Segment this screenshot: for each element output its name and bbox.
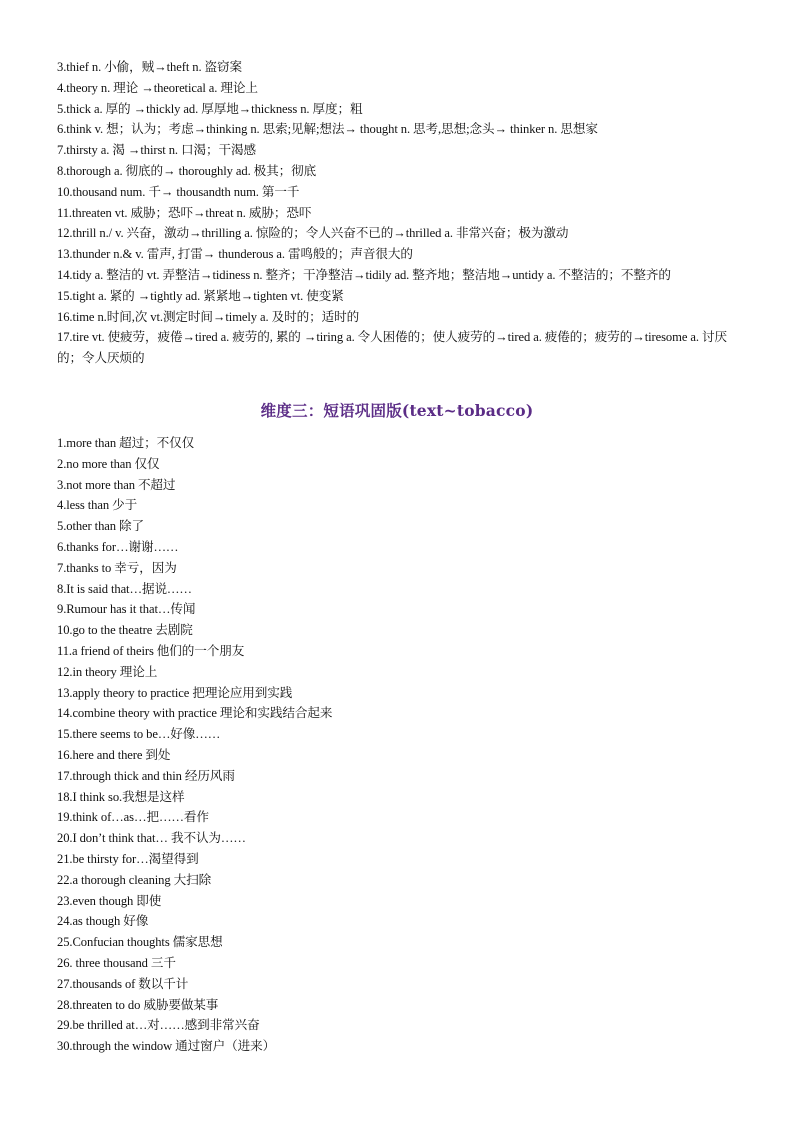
list-item: 10.go to the theatre 去剧院 [57,623,193,638]
list-item: 27.thousands of 数以千计 [57,976,189,991]
list-item: 5.other than 除了 [57,519,144,534]
list-item: 6.think v. 想；认为；考虑→thinking n. 思索;见解;想法→ thought n. 思考,思想;念头→ thinker n. 思想家 [57,122,598,137]
list-item: 21.be thirsty for…渴望得到 [57,851,199,866]
list-item: 30.through the window 通过窗户（进来） [57,1039,276,1054]
list-item: 28.threaten to do 威胁要做某事 [57,997,219,1012]
list-item: 17.through thick and thin 经历风雨 [57,768,235,783]
section-heading: 维度三：短语巩固版(text~tobacco) [260,401,534,420]
list-item: 13.thunder n.& v. 雷声, 打雷→ thunderous a. 雷鸣般的；声音很大的 [57,247,413,262]
list-item: 3.not more than 不超过 [57,477,176,492]
list-item: 16.here and there 到处 [57,747,171,762]
list-item: 1.more than 超过；不仅仅 [57,436,195,450]
phrase-list [57,433,747,1057]
list-item: 19.think of…as…把……看作 [57,810,209,825]
list-item: 8.thorough a. 彻底的→ thoroughly ad. 极其；彻底 [57,163,317,178]
list-item: 29.be thrilled at…对……感到非常兴奋 [57,1018,260,1033]
list-item: 11.threaten vt. 威胁；恐吓→threat n. 威胁；恐吓 [57,205,312,220]
list-item: 14.tidy a. 整洁的 vt. 弄整洁→tidiness n. 整齐；干净整洁→tidily ad. 整齐地；整洁地→untidy a. 不整洁的；不整齐的 [57,267,671,282]
list-item: 8.It is said that…据说…… [57,581,192,596]
list-item: 9.Rumour has it that…传闻 [57,602,196,617]
list-item: 24.as though 好像 [57,914,149,929]
list-item: 10.thousand num. 千→ thousandth num. 第一千 [57,184,300,199]
list-item: 26. three thousand 三千 [57,955,176,970]
list-item: 17.tire vt. 使疲劳，疲倦→tired a. 疲劳的, 累的 →tiring a. 令人困倦的；使人疲劳的→tired a. 疲倦的；疲劳的→tiresome a. 讨厌的；令人厌烦的 [57,330,727,366]
list-item: 3.thief n. 小偷，贼→theft n. 盗窃案 [57,60,243,74]
list-item: 7.thanks to 幸亏，因为 [57,560,177,575]
list-item: 25.Confucian thoughts 儒家思想 [57,935,223,950]
list-item: 18.I think so.我想是这样 [57,789,185,804]
word-derivation-list [57,57,747,369]
list-item: 13.apply theory to practice 把理论应用到实践 [57,685,293,700]
list-item: 22.a thorough cleaning 大扫除 [57,872,212,887]
list-item: 14.combine theory with practice 理论和实践结合起来 [57,706,333,721]
list-item: 15.there seems to be…好像…… [57,727,221,742]
list-item: 20.I don’t think that… 我不认为…… [57,831,246,846]
list-item: 4.less than 少于 [57,498,138,513]
list-item: 12.thrill n./ v. 兴奋，激动→thrilling a. 惊险的；令人兴奋不已的→thrilled a. 非常兴奋；极为激动 [57,226,569,241]
list-item: 15.tight a. 紧的 →tightly ad. 紧紧地→tighten vt. 使变紧 [57,288,344,303]
list-item: 7.thirsty a. 渴 →thirst n. 口渴；干渴感 [57,143,256,158]
list-item: 6.thanks for…谢谢…… [57,539,179,554]
list-item: 11.a friend of theirs 他们的一个朋友 [57,643,245,658]
list-item: 12.in theory 理论上 [57,664,158,679]
list-item: 4.theory n. 理论 →theoretical a. 理论上 [57,80,258,95]
list-item: 16.time n.时间,次 vt.测定时间→timely a. 及时的；适时的 [57,309,360,324]
list-item: 2.no more than 仅仅 [57,456,160,471]
list-item: 5.thick a. 厚的 →thickly ad. 厚厚地→thickness n. 厚度；粗 [57,101,363,116]
list-item: 23.even though 即使 [57,893,162,908]
